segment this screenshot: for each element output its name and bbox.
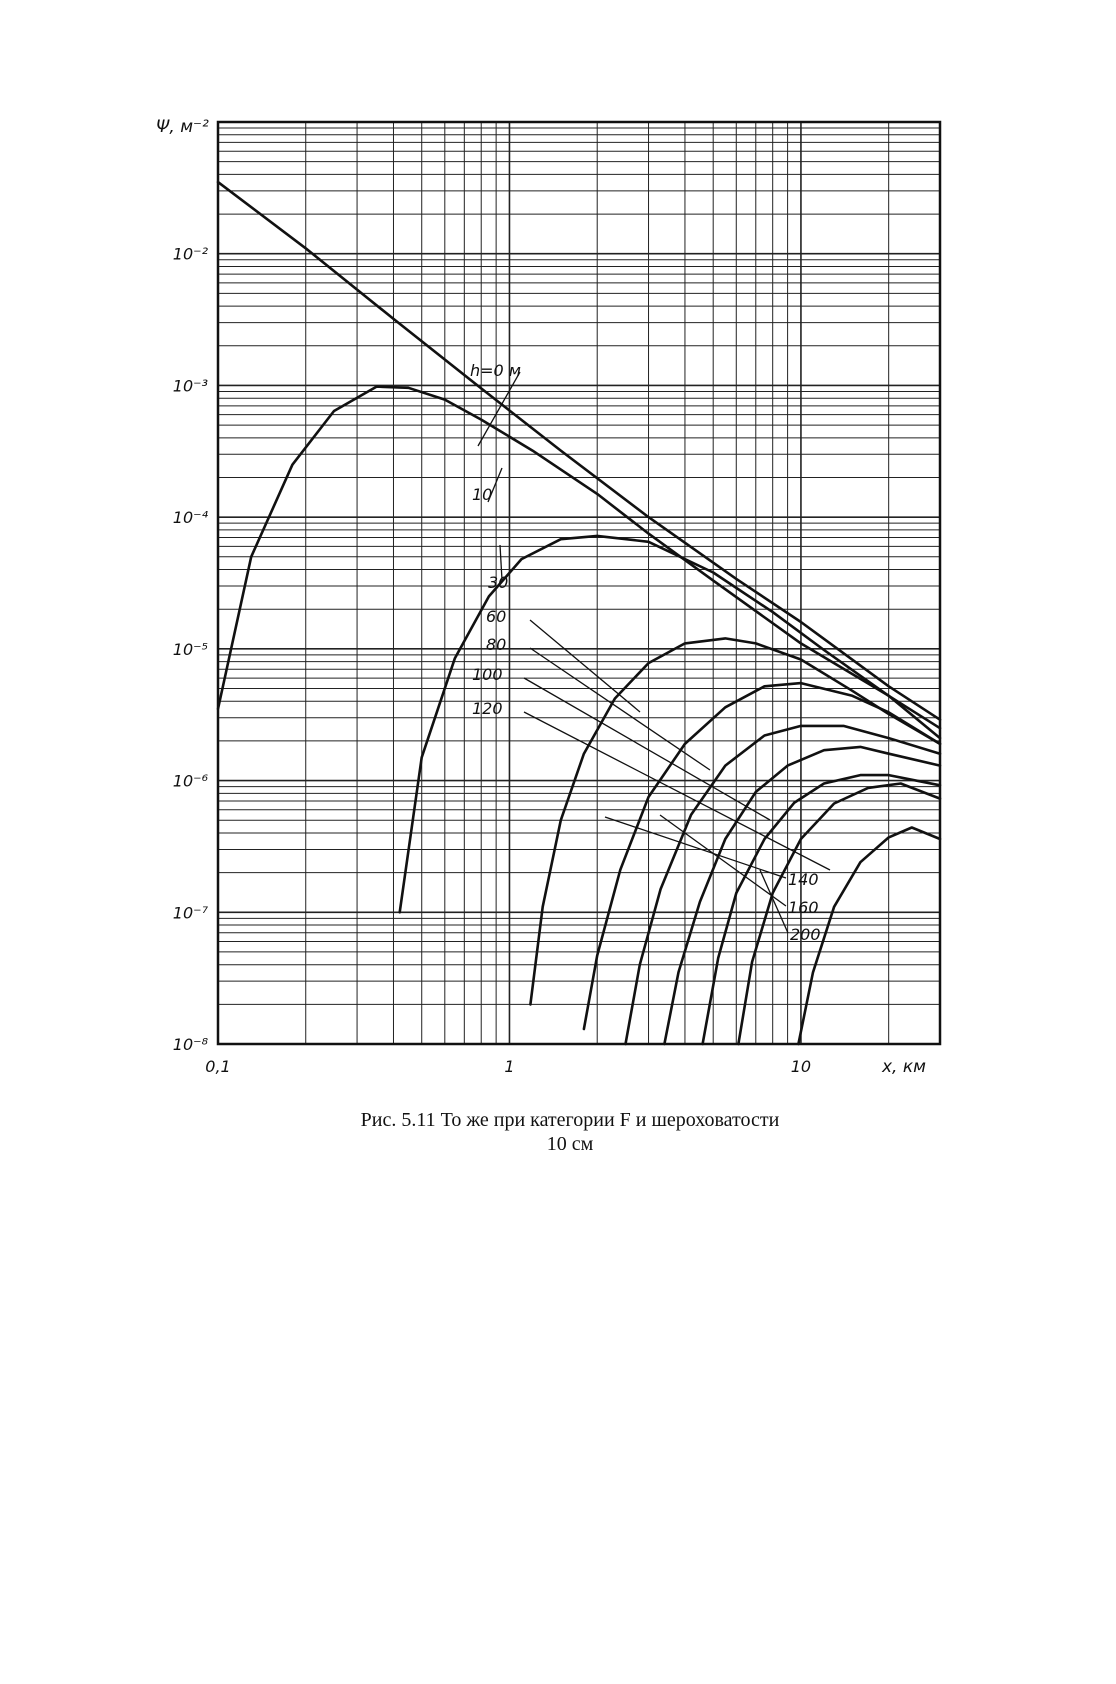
y-tick-label: 10⁻² xyxy=(172,244,208,264)
chart-grid xyxy=(218,122,940,1044)
plot-frame xyxy=(218,122,940,1044)
x-tick-label: 1 xyxy=(504,1057,515,1076)
chart-labels xyxy=(173,245,821,1076)
curve-label: h=0 м xyxy=(470,361,521,380)
y-tick-label: 10⁻⁸ xyxy=(172,1035,208,1054)
curve-h-160 xyxy=(738,784,940,1045)
curve-label: 120 xyxy=(472,699,503,718)
y-tick-label: 10⁻⁶ xyxy=(172,771,208,791)
curve-label: 140 xyxy=(788,870,819,889)
curve-label: 60 xyxy=(486,607,507,626)
y-tick-label: 10⁻⁴ xyxy=(172,508,208,528)
y-tick-label: 10⁻⁷ xyxy=(172,903,208,923)
curve-h-h0 xyxy=(218,182,940,720)
y-axis-label: Ψ, м⁻² xyxy=(156,117,209,137)
chart-curves xyxy=(218,182,940,1044)
curve-label: 80 xyxy=(486,635,507,654)
x-axis-label: x, км xyxy=(882,1057,926,1077)
curve-label: 200 xyxy=(790,925,821,944)
caption-line-2: 10 см xyxy=(546,1133,594,1155)
label-leader-line xyxy=(530,620,640,712)
label-leader-line xyxy=(530,648,710,770)
x-tick-label: 0,1 xyxy=(205,1057,231,1076)
label-leader-lines xyxy=(478,372,830,933)
curve-label: 100 xyxy=(472,665,503,684)
label-leader-line xyxy=(660,815,786,906)
figure-caption xyxy=(170,1108,970,1156)
curve-label: 30 xyxy=(488,573,509,592)
x-tick-label: 10 xyxy=(790,1057,812,1076)
label-leader-line xyxy=(478,372,520,446)
curve-label: 160 xyxy=(788,898,819,917)
y-tick-label: 10⁻⁵ xyxy=(172,639,208,659)
caption-line-1: Рис. 5.11 То же при категории F и шероховатости xyxy=(360,1109,780,1131)
curve-label: 10 xyxy=(472,485,493,504)
y-tick-label: 10⁻³ xyxy=(172,376,208,396)
